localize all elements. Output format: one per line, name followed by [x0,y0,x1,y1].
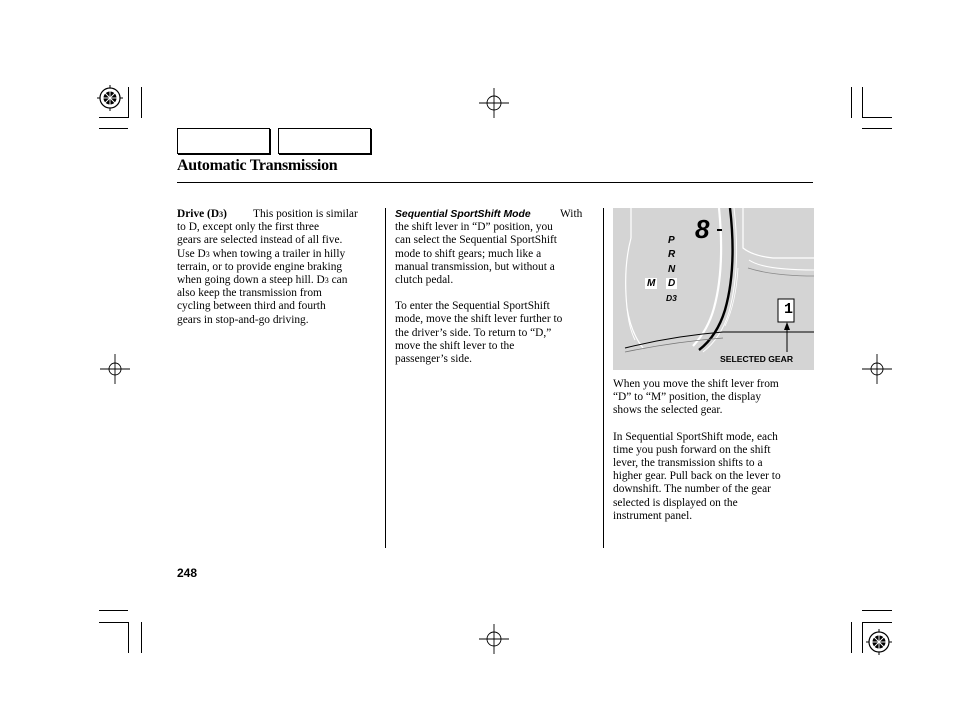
sportshift-p1-line: mode to shift gears; much like a [395,247,542,260]
right-p2-line: lever, the transmission shifts to a [613,457,763,470]
sportshift-section [395,208,600,379]
sportshift-p2-line: To enter the Sequential SportShift [395,300,550,313]
header-tab-box-1 [177,128,270,154]
drive-d3-heading: Drive (D3) [177,208,227,220]
speed-digit-8: 8 [695,214,709,244]
sportshift-label: Sequential SportShift Mode [395,209,531,220]
figure-caption: SELECTED GEAR [720,354,794,364]
right-p2-line: instrument panel. [613,509,693,522]
gear-indicator-d3: D3 [666,293,677,303]
right-p1-line: “D” to “M” position, the display [613,391,762,404]
sportshift-p1-line: the shift lever in “D” position, you [395,221,553,234]
page-title: Automatic Transmission [177,157,338,174]
mode-indicator-m: M [647,278,656,289]
sportshift-p2-line: the driver’s side. To return to “D,” [395,326,552,339]
drive-d3-line-3: gears are selected instead of all five. [177,234,343,247]
drive-d3-line-9: gears in stop-and-go driving. [177,313,309,326]
right-p2-line: downshift. The number of the gear [613,483,771,496]
right-p2-line: higher gear. Pull back on the lever to [613,470,781,483]
header-rule [177,182,813,183]
drive-d3-line-4: Use D3 when towing a trailer in hilly [177,247,346,260]
instrument-panel-figure [613,208,814,370]
drive-d3-line-6: when going down a steep hill. D3 can [177,274,348,287]
right-p2-line: time you push forward on the shift [613,443,771,456]
sportshift-p1-line: manual transmission, but without a [395,260,555,273]
sportshift-p1-line: can select the Sequential SportShift [395,234,557,247]
right-paragraph-2 [613,431,818,523]
sportshift-paragraph-1 [395,208,600,287]
gear-indicator-d: D [668,278,676,289]
gear-indicator-r: R [668,249,676,260]
gear-indicator-p: P [668,235,675,246]
drive-d3-line-1: Drive (D3) This position is similar [177,208,358,220]
registration-target-top-left-icon [97,85,123,111]
drive-d3-line-8: cycling between third and fourth [177,300,326,313]
column-divider-2 [603,208,604,548]
sportshift-p2-line: mode, move the shift lever further to [395,313,563,326]
right-p1-line: When you move the shift lever from [613,378,779,390]
instrument-panel-illustration [613,208,814,370]
sportshift-first-line: Sequential SportShift Mode With [395,208,583,220]
crosshair-right-icon [862,354,892,384]
page-number: 248 [177,566,198,580]
right-paragraph-1 [613,378,818,418]
right-column-text [613,378,818,536]
sportshift-p2-line: passenger’s side. [395,353,472,366]
header-tab-box-2 [278,128,371,154]
drive-d3-line-5: terrain, or to provide engine braking [177,260,343,273]
drive-d3-section [177,208,382,327]
right-p2-line: In Sequential SportShift mode, each [613,430,778,443]
gear-indicator-n: N [668,264,676,275]
sportshift-p2-line: move the shift lever to the [395,339,515,352]
right-p1-line: shows the selected gear. [613,404,723,417]
registration-target-bottom-right-icon [866,629,892,655]
drive-d3-line-2: to D, except only the first three [177,221,320,234]
crosshair-bottom-icon [479,624,509,654]
column-divider-1 [385,208,386,548]
selected-gear-digit: 1 [784,301,794,318]
sportshift-p1-line: clutch pedal. [395,274,454,287]
crosshair-top-icon [479,88,509,118]
crosshair-left-icon [100,354,130,384]
drive-d3-line-7: also keep the transmission from [177,287,322,300]
sportshift-paragraph-2 [395,300,600,366]
right-p2-line: selected is displayed on the [613,496,738,509]
